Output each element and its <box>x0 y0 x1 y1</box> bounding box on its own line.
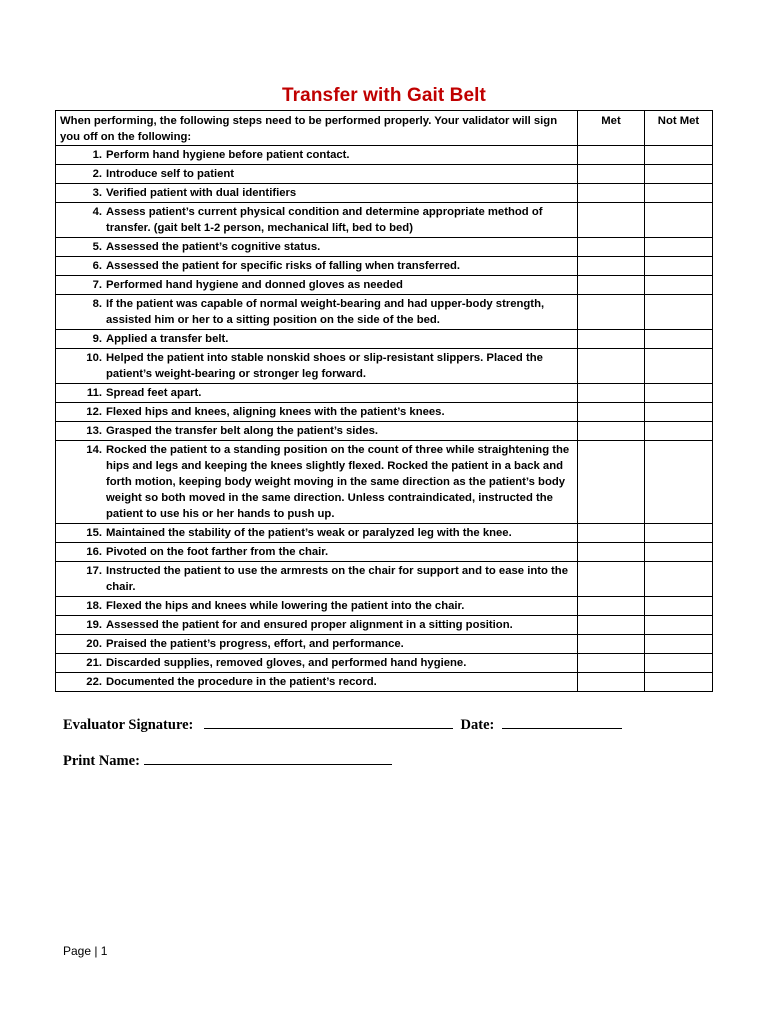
not-met-checkbox-cell[interactable] <box>645 349 713 384</box>
table-row <box>56 384 713 403</box>
page-number: Page | 1 <box>63 944 108 958</box>
step-cell <box>56 654 578 673</box>
table-row <box>56 146 713 165</box>
step-number: 5. <box>92 241 102 253</box>
met-checkbox-cell[interactable] <box>578 673 645 692</box>
print-name-row <box>63 752 392 770</box>
intro-text: When performing, the following steps need to be performed properly. Your validator will sign you off on the following: <box>56 111 578 146</box>
step-cell <box>56 330 578 349</box>
step-cell <box>56 257 578 276</box>
not-met-checkbox-cell[interactable] <box>645 616 713 635</box>
not-met-checkbox-cell[interactable] <box>645 562 713 597</box>
met-checkbox-cell[interactable] <box>578 257 645 276</box>
step-number: 13. <box>86 425 102 437</box>
not-met-checkbox-cell[interactable] <box>645 403 713 422</box>
met-checkbox-cell[interactable] <box>578 422 645 441</box>
table-header-row <box>56 111 713 146</box>
step-number: 8. <box>92 298 102 310</box>
met-checkbox-cell[interactable] <box>578 543 645 562</box>
table-row <box>56 276 713 295</box>
evaluator-signature-label: Evaluator Signature: <box>63 717 194 733</box>
step-text: Documented the procedure in the patient’s record. <box>106 676 377 688</box>
step-cell <box>56 673 578 692</box>
step-number: 1. <box>92 149 102 161</box>
step-text: Assessed the patient for and ensured proper alignment in a sitting position. <box>106 619 513 631</box>
table-row <box>56 238 713 257</box>
step-number: 17. <box>86 565 102 577</box>
not-met-checkbox-cell[interactable] <box>645 441 713 524</box>
step-number: 21. <box>86 657 102 669</box>
not-met-checkbox-cell[interactable] <box>645 165 713 184</box>
not-met-checkbox-cell[interactable] <box>645 238 713 257</box>
step-number: 12. <box>86 406 102 418</box>
step-text: Assess patient’s current physical condition and determine appropriate method of transfer. (gait belt 1-2 person, mechanical lift, bed to bed) <box>106 206 543 234</box>
step-text: Perform hand hygiene before patient contact. <box>106 149 350 161</box>
step-number: 15. <box>86 527 102 539</box>
step-cell <box>56 184 578 203</box>
met-checkbox-cell[interactable] <box>578 165 645 184</box>
step-cell <box>56 524 578 543</box>
table-row <box>56 330 713 349</box>
evaluator-signature-line[interactable] <box>204 716 453 729</box>
not-met-checkbox-cell[interactable] <box>645 257 713 276</box>
table-row <box>56 203 713 238</box>
table-row <box>56 562 713 597</box>
met-checkbox-cell[interactable] <box>578 524 645 543</box>
print-name-line[interactable] <box>144 752 392 765</box>
not-met-checkbox-cell[interactable] <box>645 543 713 562</box>
step-number: 16. <box>86 546 102 558</box>
step-text: Performed hand hygiene and donned gloves as needed <box>106 279 403 291</box>
step-cell <box>56 543 578 562</box>
met-checkbox-cell[interactable] <box>578 330 645 349</box>
page-title: Transfer with Gait Belt <box>282 85 486 106</box>
step-text: Spread feet apart. <box>106 387 202 399</box>
evaluator-signature-row <box>63 716 622 734</box>
step-number: 19. <box>86 619 102 631</box>
met-checkbox-cell[interactable] <box>578 184 645 203</box>
met-checkbox-cell[interactable] <box>578 562 645 597</box>
met-checkbox-cell[interactable] <box>578 295 645 330</box>
step-cell <box>56 349 578 384</box>
step-number: 10. <box>86 352 102 364</box>
table-row <box>56 295 713 330</box>
step-number: 11. <box>86 387 102 399</box>
step-cell <box>56 295 578 330</box>
step-number: 6. <box>92 260 102 272</box>
table-row <box>56 616 713 635</box>
not-met-checkbox-cell[interactable] <box>645 203 713 238</box>
date-line[interactable] <box>502 716 622 729</box>
not-met-checkbox-cell[interactable] <box>645 654 713 673</box>
met-checkbox-cell[interactable] <box>578 276 645 295</box>
step-number: 2. <box>92 168 102 180</box>
table-row <box>56 349 713 384</box>
step-cell <box>56 276 578 295</box>
not-met-checkbox-cell[interactable] <box>645 524 713 543</box>
step-text: Applied a transfer belt. <box>106 333 229 345</box>
table-row <box>56 654 713 673</box>
step-number: 3. <box>92 187 102 199</box>
met-checkbox-cell[interactable] <box>578 238 645 257</box>
step-text: Maintained the stability of the patient’s weak or paralyzed leg with the knee. <box>106 527 512 539</box>
table-row <box>56 257 713 276</box>
not-met-checkbox-cell[interactable] <box>645 673 713 692</box>
step-cell <box>56 146 578 165</box>
step-text: Instructed the patient to use the armrests on the chair for support and to ease into the chair. <box>106 565 568 593</box>
not-met-checkbox-cell[interactable] <box>645 422 713 441</box>
step-cell <box>56 441 578 524</box>
met-checkbox-cell[interactable] <box>578 203 645 238</box>
table-row <box>56 635 713 654</box>
met-checkbox-cell[interactable] <box>578 384 645 403</box>
step-cell <box>56 562 578 597</box>
not-met-checkbox-cell[interactable] <box>645 597 713 616</box>
table-row <box>56 184 713 203</box>
not-met-checkbox-cell[interactable] <box>645 146 713 165</box>
not-met-checkbox-cell[interactable] <box>645 276 713 295</box>
step-text: Grasped the transfer belt along the patient’s sides. <box>106 425 379 437</box>
checklist-table <box>55 110 713 692</box>
column-header-met: Met <box>578 111 645 146</box>
print-name-label: Print Name: <box>63 753 140 769</box>
met-checkbox-cell[interactable] <box>578 635 645 654</box>
step-number: 18. <box>86 600 102 612</box>
step-number: 20. <box>86 638 102 650</box>
table-row <box>56 673 713 692</box>
step-number: 22. <box>86 676 102 688</box>
date-label: Date: <box>460 717 495 733</box>
met-checkbox-cell[interactable] <box>578 349 645 384</box>
step-number: 9. <box>92 333 102 345</box>
table-row <box>56 524 713 543</box>
step-cell <box>56 635 578 654</box>
not-met-checkbox-cell[interactable] <box>645 184 713 203</box>
step-text: Rocked the patient to a standing position on the count of three while straightening the hips and legs and keeping the knees slightly flexed. Rocked the patient in a back and forth motion, keeping body weight moving in the same direction as the patient’s body weight so both moved in the same direction. Unless contraindicated, instructed the patient to use his or her hands to push up. <box>106 444 570 520</box>
table-row <box>56 422 713 441</box>
table-row <box>56 403 713 422</box>
step-cell <box>56 597 578 616</box>
step-text: Flexed hips and knees, aligning knees with the patient’s knees. <box>106 406 445 418</box>
table-row <box>56 597 713 616</box>
step-number: 7. <box>92 279 102 291</box>
step-cell <box>56 203 578 238</box>
step-cell <box>56 616 578 635</box>
not-met-checkbox-cell[interactable] <box>645 330 713 349</box>
table-row <box>56 441 713 524</box>
step-text: Pivoted on the foot farther from the chair. <box>106 546 329 558</box>
step-cell <box>56 238 578 257</box>
step-text: Helped the patient into stable nonskid shoes or slip-resistant slippers. Placed the patient’s weight-bearing or stronger leg forward. <box>106 352 543 380</box>
met-checkbox-cell[interactable] <box>578 597 645 616</box>
step-text: Assessed the patient for specific risks of falling when transferred. <box>106 260 461 272</box>
met-checkbox-cell[interactable] <box>578 146 645 165</box>
not-met-checkbox-cell[interactable] <box>645 635 713 654</box>
step-number: 4. <box>92 206 102 218</box>
table-row <box>56 165 713 184</box>
not-met-checkbox-cell[interactable] <box>645 295 713 330</box>
step-text: Assessed the patient’s cognitive status. <box>106 241 321 253</box>
table-row <box>56 543 713 562</box>
step-number: 14. <box>86 444 102 456</box>
step-text: Introduce self to patient <box>106 168 235 180</box>
met-checkbox-cell[interactable] <box>578 654 645 673</box>
step-text: Verified patient with dual identifiers <box>106 187 297 199</box>
met-checkbox-cell[interactable] <box>578 403 645 422</box>
step-cell <box>56 384 578 403</box>
step-cell <box>56 422 578 441</box>
met-checkbox-cell[interactable] <box>578 616 645 635</box>
not-met-checkbox-cell[interactable] <box>645 384 713 403</box>
step-text: Praised the patient’s progress, effort, and performance. <box>106 638 404 650</box>
step-cell <box>56 165 578 184</box>
column-header-not-met: Not Met <box>645 111 713 146</box>
step-text: Flexed the hips and knees while lowering the patient into the chair. <box>106 600 465 612</box>
step-text: Discarded supplies, removed gloves, and performed hand hygiene. <box>106 657 467 669</box>
step-text: If the patient was capable of normal weight-bearing and had upper-body strength, assisted him or her to a sitting position on the side of the bed. <box>106 298 545 326</box>
step-cell <box>56 403 578 422</box>
met-checkbox-cell[interactable] <box>578 441 645 524</box>
